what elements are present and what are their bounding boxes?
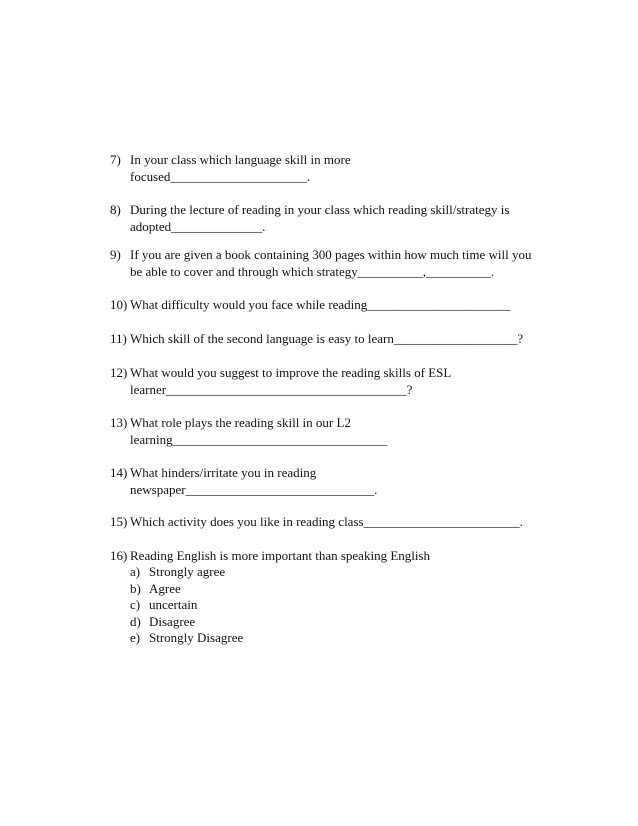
- question-answer-line: adopted______________.: [130, 219, 266, 234]
- question-16: [110, 547, 540, 647]
- question-answer-line: focused_____________________.: [130, 169, 311, 184]
- question-13: [110, 414, 540, 448]
- question-8: [110, 201, 540, 235]
- question-number: 16): [110, 548, 128, 563]
- option-d: [130, 614, 540, 631]
- option-letter: d): [130, 613, 141, 629]
- question-number: 13): [110, 415, 128, 430]
- question-number: 7): [110, 152, 121, 167]
- question-number: 11): [110, 331, 127, 346]
- option-text: Disagree: [149, 613, 196, 629]
- question-number: 9): [110, 247, 121, 262]
- option-a: [130, 564, 540, 581]
- option-letter: a): [130, 564, 141, 579]
- question-text: If you are given a book containing 300 pages within how much time will you: [130, 247, 532, 262]
- question-11: [110, 330, 540, 347]
- answer-options: [110, 564, 540, 647]
- question-text: Which activity does you like in reading class________________________.: [130, 514, 523, 529]
- question-number: 14): [110, 465, 128, 480]
- question-text: Which skill of the second language is easy to learn___________________?: [130, 331, 524, 346]
- option-text: Agree: [149, 580, 181, 596]
- option-text: Strongly Disagree: [149, 630, 244, 645]
- question-answer-line: be able to cover and through which strategy__________,__________.: [130, 264, 495, 279]
- question-answer-line: learning_________________________________: [130, 432, 388, 447]
- question-number: 15): [110, 514, 128, 529]
- question-text: What hinders/irritate you in reading: [130, 465, 317, 480]
- option-b: [130, 581, 540, 598]
- question-answer-line: learner_____________________________________?: [130, 382, 413, 397]
- question-text: What difficulty would you face while reading______________________: [130, 297, 511, 312]
- option-text: uncertain: [149, 597, 198, 612]
- question-number: 8): [110, 202, 121, 217]
- question-text: In your class which language skill in more: [130, 152, 351, 167]
- question-text: What would you suggest to improve the reading skills of ESL: [130, 365, 452, 380]
- option-e: [130, 630, 540, 647]
- question-number: 12): [110, 365, 128, 380]
- question-10: [110, 296, 540, 313]
- option-letter: e): [130, 630, 141, 645]
- option-text: Strongly agree: [149, 564, 226, 579]
- question-number: 10): [110, 297, 128, 312]
- option-letter: c): [130, 597, 141, 612]
- question-text: During the lecture of reading in your class which reading skill/strategy is: [130, 202, 510, 217]
- question-text: Reading English is more important than speaking English: [130, 548, 431, 563]
- question-answer-line: newspaper_____________________________.: [130, 482, 378, 497]
- option-c: [130, 597, 540, 614]
- question-7: [110, 151, 540, 185]
- question-text: What role plays the reading skill in our L2: [130, 415, 351, 430]
- question-15: [110, 513, 540, 530]
- question-12: [110, 364, 540, 398]
- question-9: [110, 246, 540, 280]
- option-letter: b): [130, 580, 141, 596]
- question-14: [110, 464, 540, 498]
